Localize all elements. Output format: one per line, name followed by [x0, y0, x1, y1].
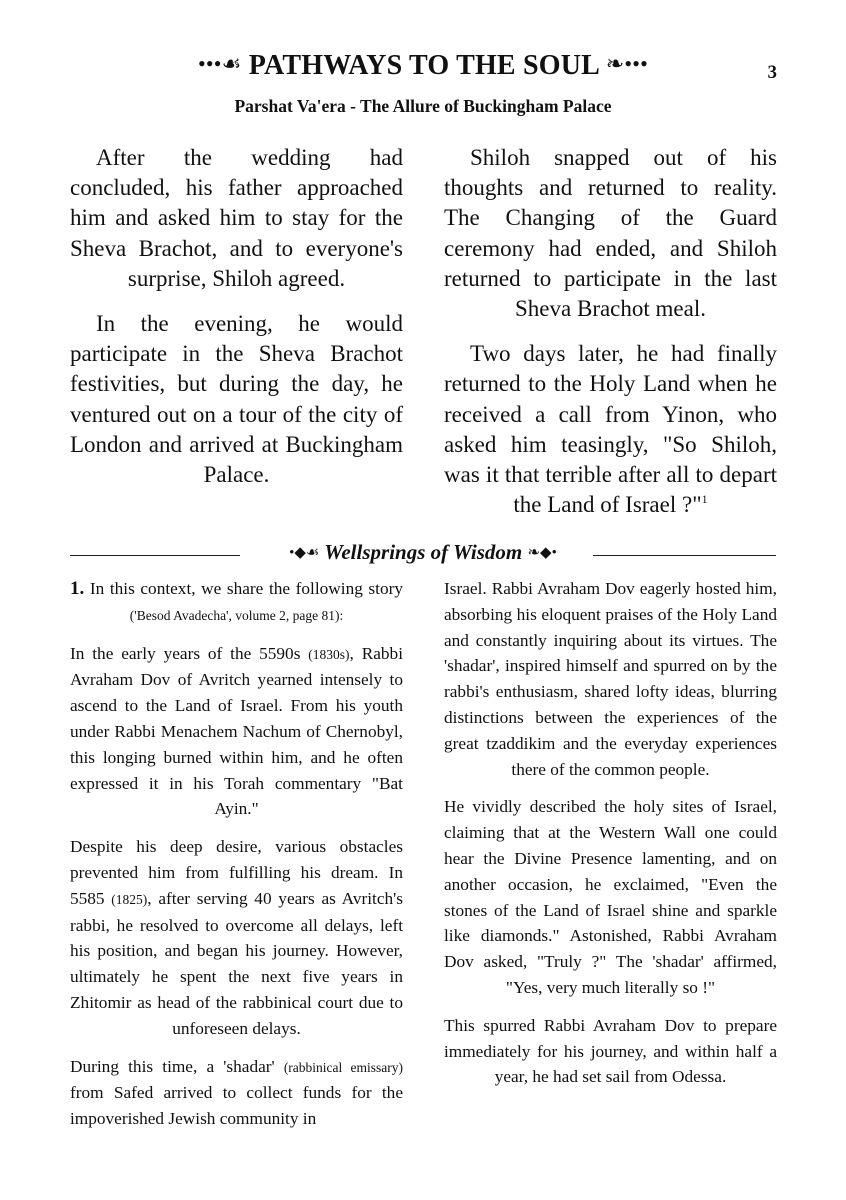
page-header-title: PATHWAYS TO THE SOUL	[248, 50, 599, 81]
section-divider	[70, 540, 776, 570]
note-paragraph: He vividly described the holy sites of Israel, claiming that at the Western Wall one could hear the Divine Presence lamenting, and on another occasion, he exclaimed, "Even the stones of the Land of Israel shine and sparkle like diamonds." Astonished, Rabbi Avraham Dov asked, "Truly ?" The 'shadar' affirmed, "Yes, very much literally so !"	[444, 797, 777, 997]
page-number: 3	[767, 62, 777, 83]
story-paragraph-text: Two days later, he had finally returned to the Holy Land when he received a call from Yinon, who asked him teasingly, "So Shiloh, was it that terrible after all to depart the Land of Israel ?"	[444, 341, 777, 518]
notes-column-right	[444, 576, 777, 1102]
left-scroll-ornament-icon: •◆☙	[289, 545, 320, 561]
note-paragraph	[70, 641, 403, 823]
left-flourish-ornament-icon: •••☙	[197, 51, 242, 76]
note-text: from Safed arrived to collect funds for the impoverished Jewish community in	[70, 1083, 403, 1129]
story-paragraph: After the wedding had concluded, his father approached him and asked him to stay for the Sheva Brachot, and to everyone's surprise, Shiloh agreed.	[70, 145, 403, 291]
note-text: , Rabbi Avraham Dov of Avritch yearned intensely to ascend to the Land of Israel. From his youth under Rabbi Menachem Nachum of Chernobyl, this longing burned within him, and he often expressed it in his Torah commentary "Bat Ayin."	[70, 643, 403, 819]
note-text: During this time, a 'shadar'	[70, 1056, 275, 1076]
note-text: , after serving 40 years as Avritch's rabbi, he resolved to overcome all delays, left his position, and began his journey. However, ultimately he spent the next five years in Zhitomir as head of the rabbinical court due to unforeseen delays.	[70, 888, 404, 1038]
story-column-left	[70, 143, 403, 505]
notes-column-left	[70, 576, 403, 1144]
note-source: ('Besod Avadecha', volume 2, page 81):	[129, 607, 344, 623]
story-paragraph	[444, 339, 777, 520]
note-year: (1825)	[111, 891, 148, 907]
note-intro	[70, 576, 403, 629]
right-flourish-ornament-icon: ❧•••	[605, 51, 649, 76]
footnote-reference: 1	[701, 492, 708, 507]
note-paragraph	[70, 1054, 403, 1132]
note-paragraph	[70, 834, 403, 1041]
right-scroll-ornament-icon: ❧◆•	[527, 545, 557, 561]
story-column-right	[444, 143, 777, 535]
story-paragraph: Shiloh snapped out of his thoughts and returned to reality. The Changing of the Guard ceremony had ended, and Shiloh returned to participate in the last Sheva Brachot meal.	[444, 145, 777, 322]
header-title-block	[0, 50, 846, 82]
note-paragraph: Israel. Rabbi Avraham Dov eagerly hosted him, absorbing his eloquent praises of the Holy Land and constantly inquiring about its virtues. The 'shadar', inspired himself and spurred on by the rabbi's enthusiasm, shared lofty ideas, blurring distinctions between the experiences of the great tzaddikim and the everyday experiences there of the common people.	[444, 579, 777, 779]
story-paragraph: In the evening, he would participate in the Sheva Brachot festivities, but during the day, he ventured out on a tour of the city of London and arrived at Buckingham Palace.	[70, 311, 403, 488]
note-text: In the early years of the 5590s	[70, 643, 301, 663]
note-paragraph: This spurred Rabbi Avraham Dov to prepare immediately for his journey, and within half a year, he had set sail from Odessa.	[444, 1015, 777, 1087]
note-intro-text: In this context, we share the following story	[89, 579, 403, 598]
page-subtitle: Parshat Va'era - The Allure of Buckingham Palace	[234, 96, 612, 116]
section-title-block	[70, 540, 776, 565]
note-year: (1830s)	[308, 646, 350, 662]
note-text: Despite his deep desire, various obstacles prevented him from fulfilling his dream. In 5585	[70, 837, 403, 908]
note-gloss: (rabbinical emissary)	[283, 1059, 403, 1075]
footnote-number: 1.	[70, 578, 85, 599]
page-header	[0, 50, 846, 90]
section-title: Wellsprings of Wisdom	[324, 540, 523, 564]
